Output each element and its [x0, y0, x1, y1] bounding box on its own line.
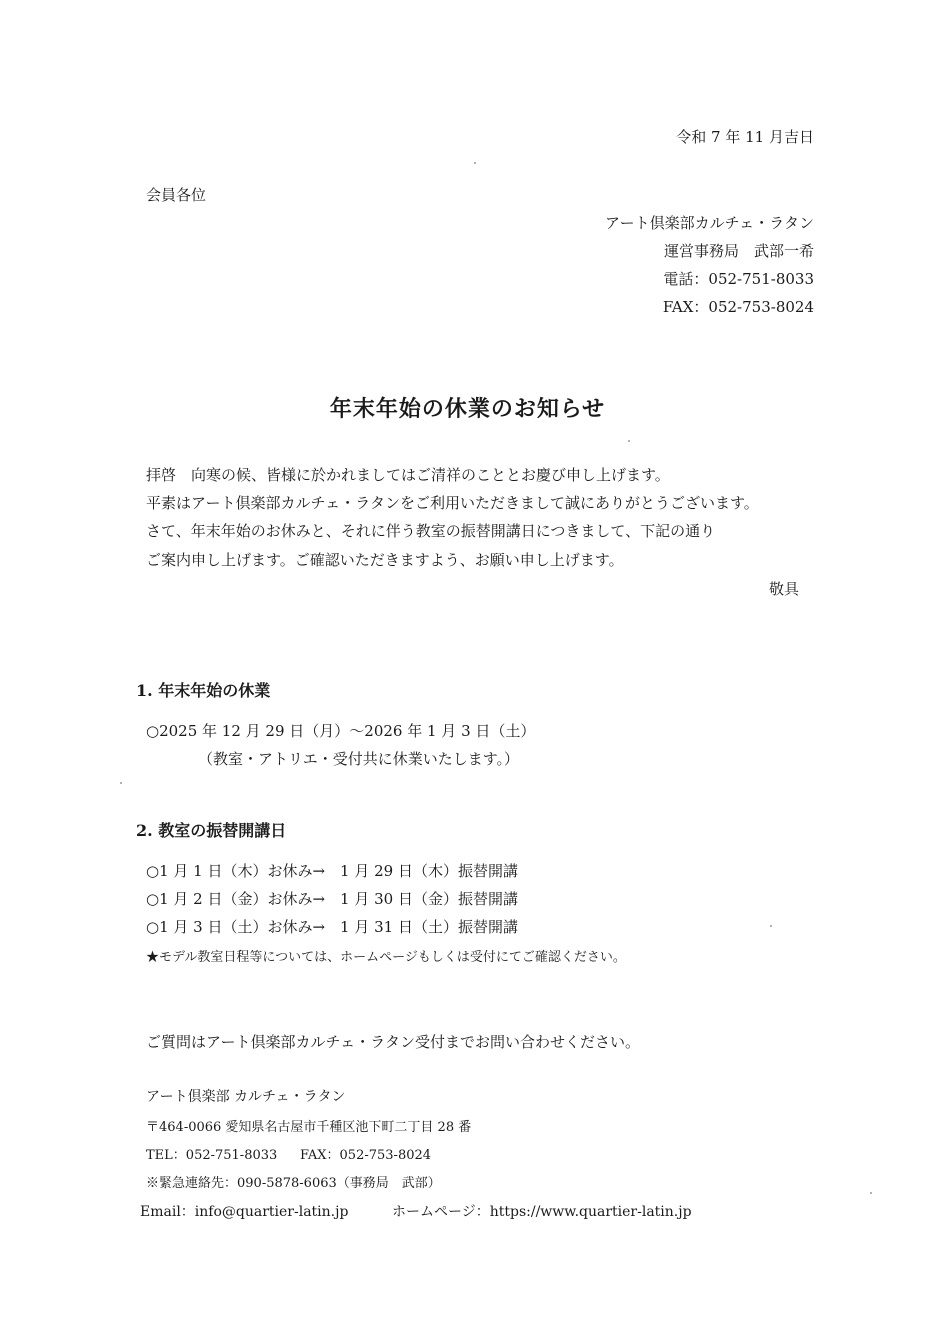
- scan-speck: [770, 925, 772, 927]
- sender-phone: 電話：052-751-8033: [663, 270, 814, 288]
- section1-heading: 1. 年末年始の休業: [136, 681, 271, 700]
- greeting-line-2: 平素はアート倶楽部カルチェ・ラタンをご利用いただきまして誠にありがとうございます。: [146, 494, 759, 512]
- section2-item-1: ○1 月 1 日（木）お休み→ 1 月 29 日（木）振替開講: [146, 862, 518, 880]
- page-title: 年末年始の休業のお知らせ: [329, 396, 606, 422]
- footer-email: Email：info@quartier-latin.jp: [140, 1204, 349, 1220]
- sender-person: 運営事務局 武部一希: [663, 242, 814, 260]
- section2-item-3: ○1 月 3 日（土）お休み→ 1 月 31 日（土）振替開講: [146, 918, 518, 936]
- footer-fax: FAX：052-753-8024: [300, 1148, 432, 1163]
- greeting-closing: 敬具: [768, 580, 799, 598]
- footer-homepage: ホームページ：https://www.quartier-latin.jp: [392, 1204, 692, 1220]
- section2-note: ★モデル教室日程等については、ホームページもしくは受付にてご確認ください。: [146, 950, 626, 965]
- recipient: 会員各位: [146, 186, 207, 204]
- section2-heading: 2. 教室の振替開講日: [136, 821, 287, 840]
- scan-speck: [870, 1192, 872, 1194]
- scan-speck: [628, 440, 630, 442]
- section1-period: ○2025 年 12 月 29 日（月）～2026 年 1 月 3 日（土）: [146, 722, 536, 740]
- footer-emergency: ※緊急連絡先：090-5878-6063（事務局 武部）: [146, 1176, 441, 1191]
- sender-org: アート倶楽部カルチェ・ラタン: [605, 214, 814, 232]
- sender-fax: FAX：052-753-8024: [662, 298, 814, 316]
- document-date: 令和 7 年 11 月吉日: [676, 128, 814, 146]
- section2-item-2: ○1 月 2 日（金）お休み→ 1 月 30 日（金）振替開講: [146, 890, 518, 908]
- footer-tel: TEL：052-751-8033: [146, 1148, 278, 1163]
- scan-speck: [120, 782, 122, 784]
- footer-org: アート倶楽部 カルチェ・ラタン: [146, 1089, 346, 1105]
- footer-address: 〒464-0066 愛知県名古屋市千種区池下町二丁目 28 番: [146, 1120, 472, 1135]
- section1-note: （教室・アトリエ・受付共に休業いたします。）: [198, 750, 520, 768]
- greeting-line-4: ご案内申し上げます。ご確認いただきますよう、お願い申し上げます。: [146, 551, 624, 569]
- greeting-line-3: さて、年末年始のお休みと、それに伴う教室の振替開講日につきまして、下記の通り: [146, 522, 716, 540]
- inquiry-text: ご質問はアート倶楽部カルチェ・ラタン受付までお問い合わせください。: [146, 1033, 640, 1051]
- scan-speck: [474, 162, 476, 164]
- greeting-line-1: 拝啓 向寒の候、皆様に於かれましてはご清祥のこととお慶び申し上げます。: [146, 466, 670, 484]
